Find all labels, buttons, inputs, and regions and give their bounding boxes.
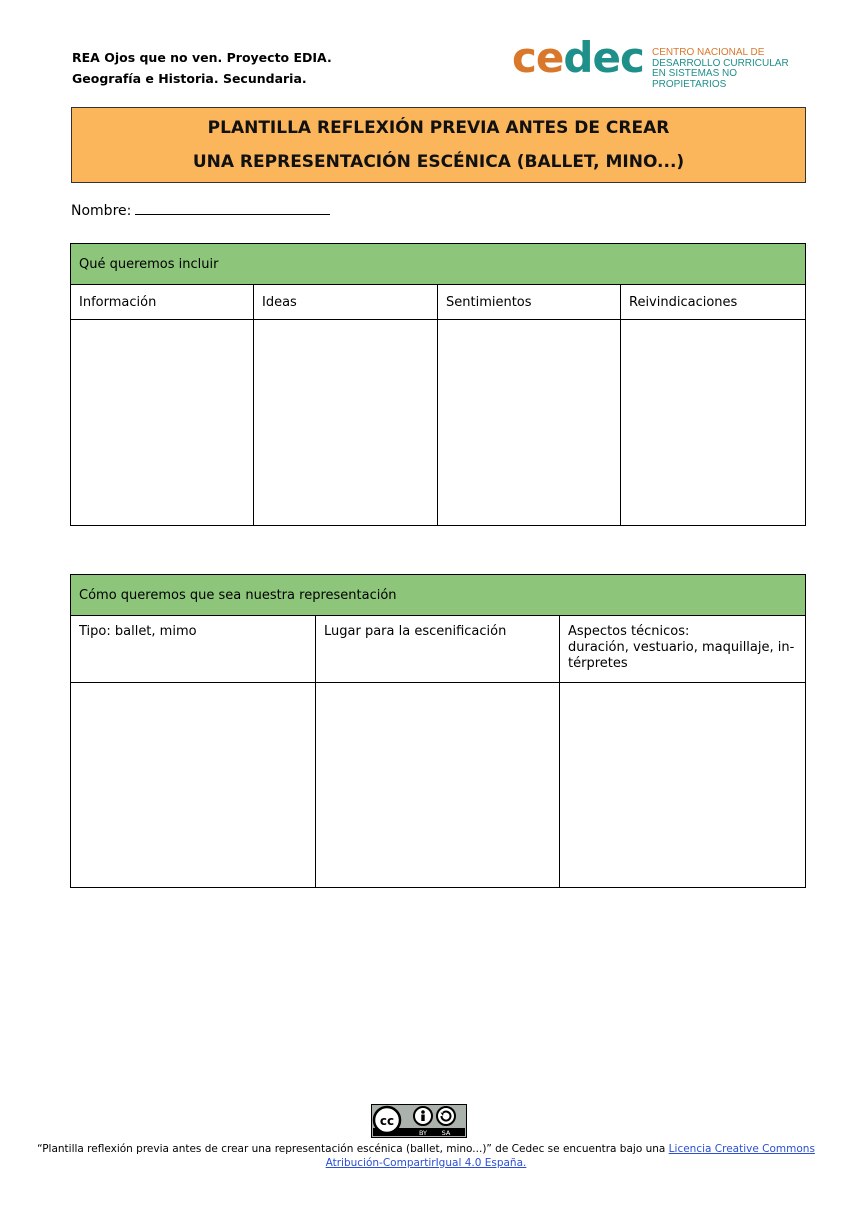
table2-col-aspectos-detail: duración, vestuario, maquillaje, in-térpretes bbox=[568, 640, 795, 671]
cedec-logo bbox=[512, 33, 812, 90]
nombre-label: Nombre: bbox=[71, 203, 132, 219]
table1-answer-cell[interactable] bbox=[71, 320, 254, 526]
table1-col-reivindicaciones: Reivindicaciones bbox=[621, 285, 806, 320]
table1-answer-cell[interactable] bbox=[621, 320, 806, 526]
logo-sub-2: DESARROLLO CURRICULAR bbox=[652, 57, 789, 69]
logo-sub-1: CENTRO NACIONAL DE bbox=[652, 47, 765, 58]
table2-col-aspectos-label: Aspectos técnicos: bbox=[568, 624, 690, 639]
title-line-2: UNA REPRESENTACIÓN ESCÉNICA (BALLET, MINO...) bbox=[192, 152, 685, 172]
license-footer bbox=[20, 1142, 832, 1170]
table1-col-informacion: Información bbox=[71, 285, 254, 320]
license-link-2[interactable]: Atribución-CompartirIgual 4.0 España. bbox=[325, 1157, 527, 1169]
table2-col-lugar: Lugar para la escenificación bbox=[316, 616, 560, 683]
table1-col-ideas: Ideas bbox=[254, 285, 438, 320]
table2-heading: Cómo queremos que sea nuestra representación bbox=[71, 575, 806, 616]
logo-sub-3: EN SISTEMAS NO PROPIETARIOS bbox=[652, 68, 738, 90]
table1-col-sentimientos: Sentimientos bbox=[438, 285, 621, 320]
header-line-1: REA Ojos que no ven. Proyecto EDIA. bbox=[72, 50, 332, 65]
license-text: “Plantilla reflexión previa antes de crear una representación escénica (ballet, mino...)” de Cedec se encuentra bajo una bbox=[37, 1143, 669, 1155]
cc-sa-label: SA bbox=[441, 1129, 451, 1137]
logo-word-dec: dec bbox=[563, 33, 644, 82]
logo-wordmark bbox=[512, 33, 644, 82]
table1-heading: Qué queremos incluir bbox=[71, 244, 806, 285]
title-line-1: PLANTILLA REFLEXIÓN PREVIA ANTES DE CREAR bbox=[207, 118, 670, 138]
logo-word-ce: ce bbox=[512, 33, 564, 82]
cc-by-label: BY bbox=[418, 1129, 428, 1137]
cc-by-sa-badge-icon[interactable] bbox=[371, 1104, 467, 1138]
table2-answer-cell[interactable] bbox=[71, 683, 316, 888]
table2-col-aspectos bbox=[560, 616, 806, 683]
nombre-blank-line[interactable] bbox=[135, 200, 330, 215]
svg-text:cc: cc bbox=[379, 1114, 395, 1128]
table1-answer-cell[interactable] bbox=[438, 320, 621, 526]
table-que-queremos-incluir bbox=[70, 243, 806, 526]
license-link-1[interactable]: Licencia Creative Commons bbox=[668, 1143, 815, 1155]
table2-answer-cell[interactable] bbox=[316, 683, 560, 888]
title-box bbox=[71, 107, 806, 183]
table2-answer-cell[interactable] bbox=[560, 683, 806, 888]
logo-subtitle bbox=[652, 48, 812, 90]
document-header bbox=[72, 47, 332, 89]
nombre-field bbox=[71, 200, 330, 219]
table1-answer-cell[interactable] bbox=[254, 320, 438, 526]
header-line-2: Geografía e Historia. Secundaria. bbox=[72, 71, 307, 86]
table2-col-tipo: Tipo: ballet, mimo bbox=[71, 616, 316, 683]
table-como-queremos bbox=[70, 574, 806, 888]
